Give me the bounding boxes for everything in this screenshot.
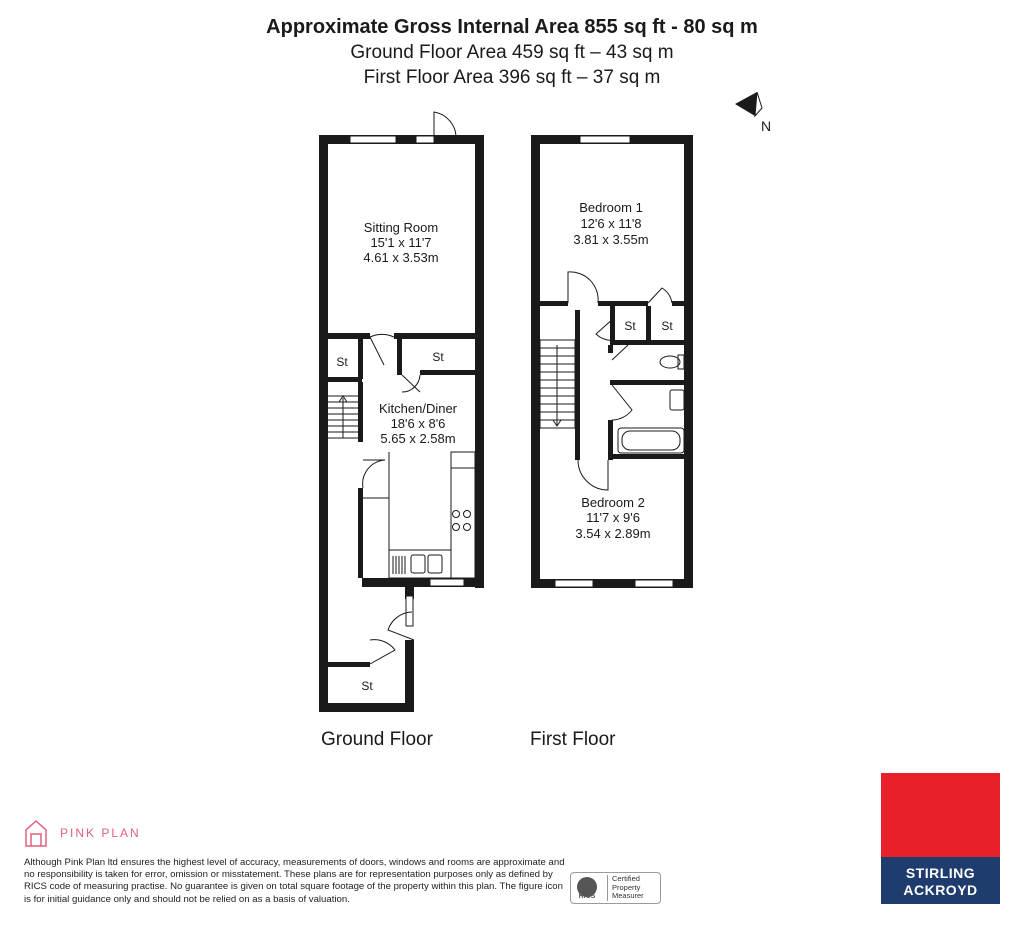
sitting-room-imperial: 15'1 x 11'7: [370, 235, 432, 250]
store-b-label: St: [661, 319, 673, 333]
pink-plan-logo-icon: [26, 821, 46, 846]
rics-line-2: Property: [612, 882, 641, 892]
kitchen-units: [363, 452, 475, 578]
stirling-ackroyd-logo: [881, 773, 1000, 904]
ground-floor-label: Ground Floor: [321, 729, 433, 750]
bathroom-fixtures: [618, 355, 684, 453]
bedroom1-metric: 3.81 x 3.55m: [573, 232, 649, 247]
agent-name-line-1: STIRLING: [905, 865, 976, 881]
ground-windows: [350, 136, 464, 626]
kitchen-metric: 5.65 x 2.58m: [380, 431, 456, 446]
sitting-room-name: Sitting Room: [363, 220, 439, 235]
bedroom2-metric: 3.54 x 2.89m: [575, 526, 651, 541]
north-arrow-icon: [735, 92, 762, 116]
kitchen-imperial: 18'6 x 8'6: [390, 416, 446, 431]
rics-line-1: Certified: [612, 874, 640, 883]
store-right-label: St: [432, 350, 444, 364]
agent-logo-red-panel: [881, 773, 1000, 857]
ground-stairs: [328, 396, 358, 438]
store-a-label: St: [624, 319, 636, 333]
bedroom1-imperial: 12'6 x 11'8: [580, 216, 642, 231]
gross-area-title: Approximate Gross Internal Area 855 sq ft - 80 sq m: [266, 16, 758, 38]
bedroom2-name: Bedroom 2: [581, 495, 645, 510]
agent-name-line-2: ACKROYD: [903, 882, 978, 898]
ground-area-subtitle: Ground Floor Area 459 sq ft – 43 sq m: [350, 42, 674, 63]
sitting-room-metric: 4.61 x 3.53m: [363, 250, 439, 265]
bedroom2-imperial: 11'7 x 9'6: [586, 510, 640, 525]
first-floor-label: First Floor: [530, 729, 616, 750]
pink-plan-wordmark: PINK PLAN: [60, 826, 141, 840]
bedroom1-name: Bedroom 1: [579, 200, 643, 215]
rics-certified-text: [607, 875, 644, 901]
kitchen-name: Kitchen/Diner: [378, 401, 458, 416]
first-stairs: [540, 340, 575, 428]
store-bottom-label: St: [361, 679, 373, 693]
rics-badge: [570, 872, 661, 904]
disclaimer-text: Although Pink Plan ltd ensures the highest level of accuracy, measurements of doors, windows and rooms are approximate and no responsibility is taken for error, omission or misstatement. These plans are for representation purposes only as defined by RICS code of measuring practise. No guarantee is given on total square footage of the property within this plan. The figure icon is for initial guidance only and should not be relied on as a basis of valuation.: [24, 857, 565, 905]
store-left-label: St: [336, 355, 348, 369]
north-label: N: [761, 118, 772, 134]
rics-line-3: Measurer: [612, 891, 644, 901]
first-area-subtitle: First Floor Area 396 sq ft – 37 sq m: [363, 67, 661, 88]
rics-word: RICS: [578, 893, 596, 900]
